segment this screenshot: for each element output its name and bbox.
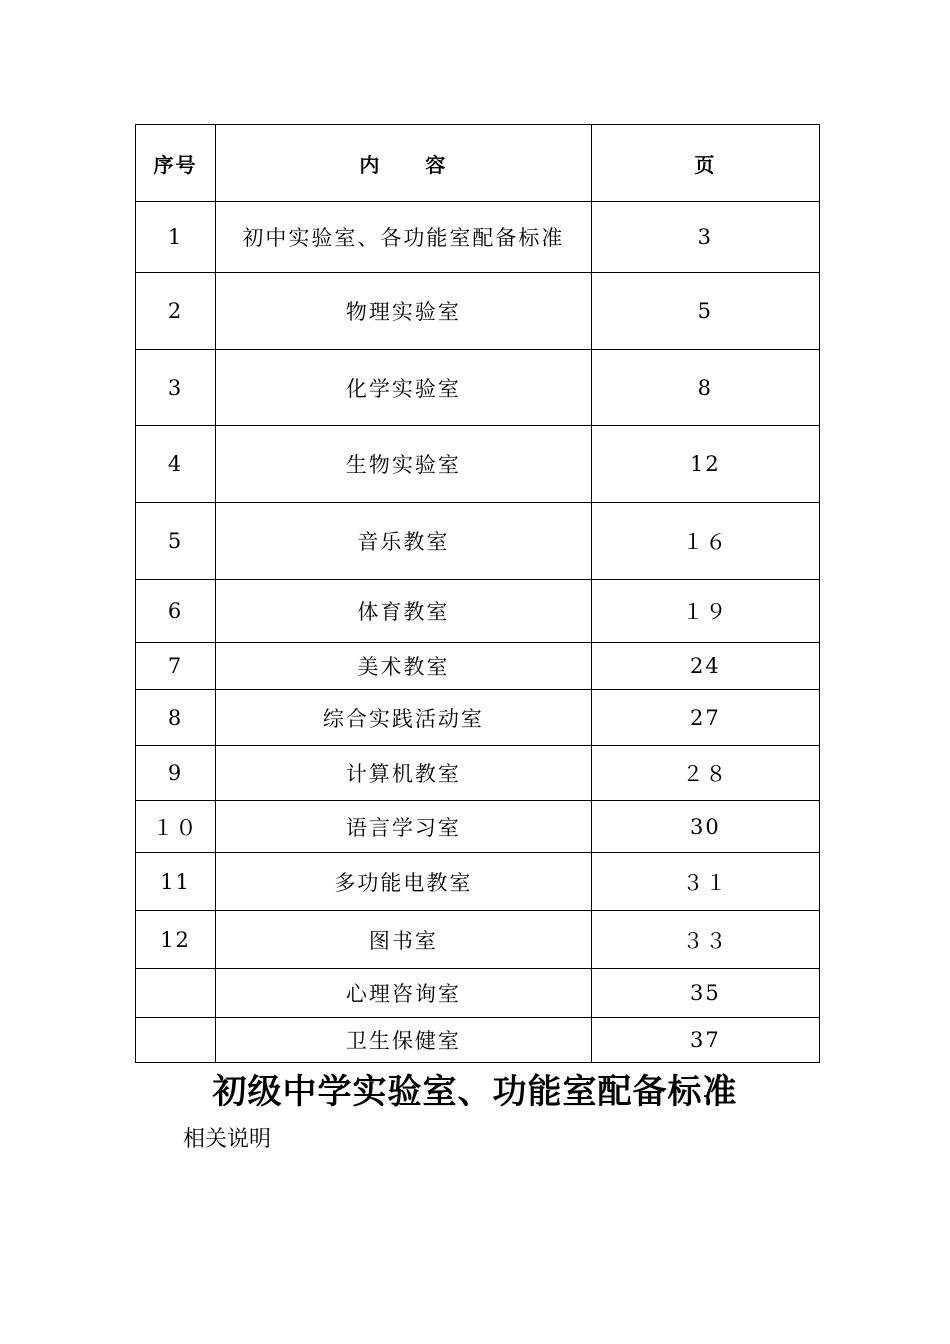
table-row [136,643,820,690]
table-row [136,350,820,426]
table-of-contents [135,124,820,1063]
row-content: 图书室 [216,911,592,969]
row-page: 8 [591,350,819,426]
table-row [136,969,820,1018]
row-number: 12 [136,911,216,969]
row-number: 2 [136,273,216,350]
row-page: ３１ [591,853,819,911]
row-number: 8 [136,690,216,746]
row-page: 35 [591,969,819,1018]
table-row [136,1018,820,1063]
row-number: 1 [136,202,216,273]
row-number: １０ [136,801,216,853]
header-page: 页 [591,125,819,202]
row-content: 语言学习室 [216,801,592,853]
row-content: 心理咨询室 [216,969,592,1018]
table-row [136,503,820,580]
table-row [136,690,820,746]
row-content: 化学实验室 [216,350,592,426]
row-page: 37 [591,1018,819,1063]
row-number [136,969,216,1018]
row-number: 7 [136,643,216,690]
row-page: １６ [591,503,819,580]
row-content: 卫生保健室 [216,1018,592,1063]
row-page: ３３ [591,911,819,969]
row-content: 生物实验室 [216,426,592,503]
row-page: 27 [591,690,819,746]
row-content: 体育教室 [216,580,592,643]
row-page: 24 [591,643,819,690]
row-number: 5 [136,503,216,580]
table-row [136,746,820,801]
row-number [136,1018,216,1063]
row-content: 物理实验室 [216,273,592,350]
row-page: 3 [591,202,819,273]
row-page: 12 [591,426,819,503]
table-row [136,426,820,503]
row-page: ２８ [591,746,819,801]
row-number: 3 [136,350,216,426]
section-heading: 相关说明 [183,1127,272,1152]
row-content: 音乐教室 [216,503,592,580]
row-number: 6 [136,580,216,643]
header-content: 内 容 [216,125,592,202]
row-number: 4 [136,426,216,503]
table-row [136,202,820,273]
table-row [136,911,820,969]
row-content: 计算机教室 [216,746,592,801]
row-content: 美术教室 [216,643,592,690]
table-header-row [136,125,820,202]
row-content: 多功能电教室 [216,853,592,911]
row-content: 综合实践活动室 [216,690,592,746]
header-number: 序号 [136,125,216,202]
row-number: 11 [136,853,216,911]
page-title: 初级中学实验室、功能室配备标准 [212,1072,738,1112]
row-number: 9 [136,746,216,801]
row-content: 初中实验室、各功能室配备标准 [216,202,592,273]
table-row [136,580,820,643]
row-page: 5 [591,273,819,350]
row-page: 30 [591,801,819,853]
table-row [136,853,820,911]
table-row [136,273,820,350]
table-row [136,801,820,853]
row-page: １９ [591,580,819,643]
